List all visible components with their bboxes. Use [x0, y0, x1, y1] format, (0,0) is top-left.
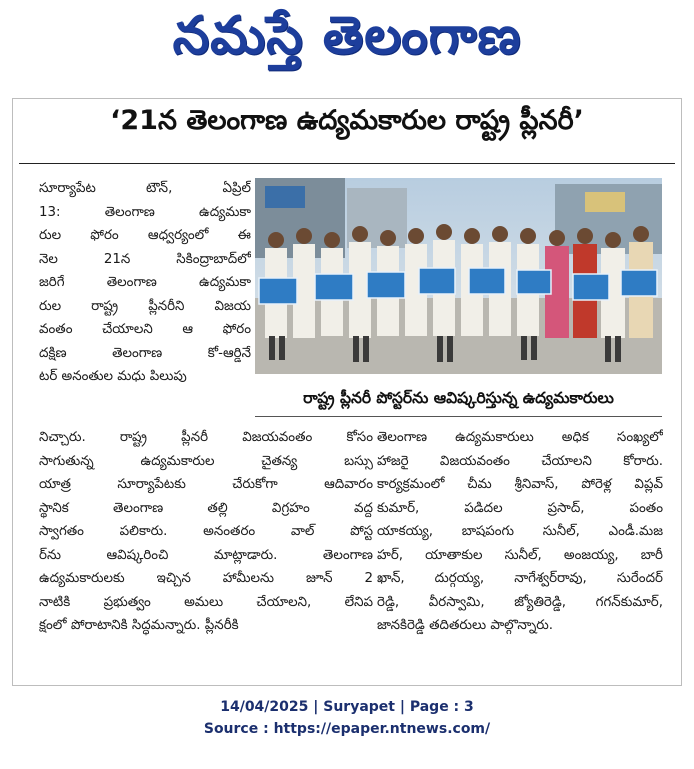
photo-caption: రాష్ట్ర ప్లీనరీ పోస్టర్‌ను ఆవిష్కరిస్తున్న ఉద్యమకారులు: [255, 380, 662, 417]
article-text-line: నెల 21న సికింద్రాబాద్‌లో: [39, 251, 251, 267]
article-text-line: నాటికి ప్రభుత్వం అమలు చేయాలని, లేనిప: [39, 594, 373, 610]
article-text-line: హాజరై విజయవంతం చేయాలని కోరారు.: [377, 453, 663, 469]
article-text-line: ఖాన్, దుర్గయ్య, నాగేశ్వర్‌రావు, సురేందర్: [377, 571, 663, 586]
article-headline: ‘21న తెలంగాణ ఉద్యమకారుల రాష్ట్ర ప్లీనరీ’: [110, 105, 584, 136]
article-text-line: తెలంగాణ ఉద్యమకారులు అధిక సంఖ్యలో: [377, 430, 663, 445]
article-text-line: క్షంలో పోరాటానికి సిద్ధమన్నారు. ప్లీనరీకి: [39, 618, 239, 633]
article-text-line: వంతం చేయాలని ఆ ఫోరం: [39, 322, 251, 337]
article-text-line: ర్‌ను ఆవిష్కరించి మాట్లాడారు. తెలంగాణ: [39, 547, 373, 563]
article-text-intro: [39, 177, 251, 389]
article-text-line: కార్యక్రమంలో చీమ శ్రీనివాస్, పోరెళ్ల విప్లవ్: [377, 477, 663, 492]
article-text-line: జానకిరెడ్డి తదితరులు పాల్గొన్నారు.: [377, 618, 554, 633]
page-footer: [0, 696, 694, 740]
article-text-line: స్థానిక తెలంగాణ తల్లి విగ్రహం వద్ద: [39, 500, 373, 516]
headline-divider: [19, 163, 675, 164]
masthead: [0, 0, 694, 92]
article-text-line: జరిగే తెలంగాణ ఉద్యమకా: [39, 275, 251, 290]
article-text-line: దక్షిణ తెలంగాణ కో-ఆర్డినే: [39, 345, 251, 361]
group-photo-image: [255, 178, 662, 374]
article-text-line: సాగుతున్న ఉద్యమకారుల చైతన్య బస్సు: [39, 453, 373, 469]
article-photo: [255, 178, 662, 374]
article-text-line: టర్ అనంతుల మధు పిలుపు: [39, 369, 187, 384]
article-text-line: హర్, యాతాకుల సునీల్, అంజయ్య, బారీ: [377, 547, 663, 563]
article-text-line: స్వాగతం పలికారు. అనంతరం వాల్ పోస్ట: [39, 524, 373, 539]
article-text-line: కుమార్, పడిదల ప్రసాద్, పంతం: [377, 500, 663, 516]
article-clipping: [12, 98, 682, 686]
article-text-left: [39, 426, 373, 638]
article-text-line: ఉద్యమకారులకు ఇచ్చిన హామీలను జూన్ 2: [39, 571, 373, 586]
footer-source-line: Source : https://epaper.ntnews.com/: [203, 721, 491, 737]
article-text-line: రుల రాష్ట్ర ప్లీనరీని విజయ: [39, 298, 251, 314]
article-text-line: రెడ్డి, వీరస్వామి, జ్యోతిరెడ్డి, గగన్‌కుమార్,: [377, 594, 663, 610]
footer-date-line: 14/04/2025 | Suryapet | Page : 3: [220, 699, 474, 715]
article-text-right: [377, 426, 663, 638]
article-text-line: నిచ్చారు. రాష్ట్ర ప్లీనరీ విజయవంతం కోసం: [39, 430, 373, 445]
article-text-line: 13: తెలంగాణ ఉద్యమకా: [39, 204, 251, 220]
article-text-line: సూర్యాపేట టౌన్, ఏప్రిల్: [39, 181, 251, 196]
article-text-line: యాకయ్య, బాషపంగు సునీల్, ఎండీ.మజ: [377, 524, 663, 539]
article-text-line: యాత్ర సూర్యాపేటకు చేరుకోగా ఆదివారం: [39, 477, 373, 492]
article-text-line: రుల ఫోరం ఆధ్వర్యంలో ఈ: [39, 228, 251, 243]
newspaper-logo: నమస్తే తెలంగాణ: [172, 6, 522, 66]
